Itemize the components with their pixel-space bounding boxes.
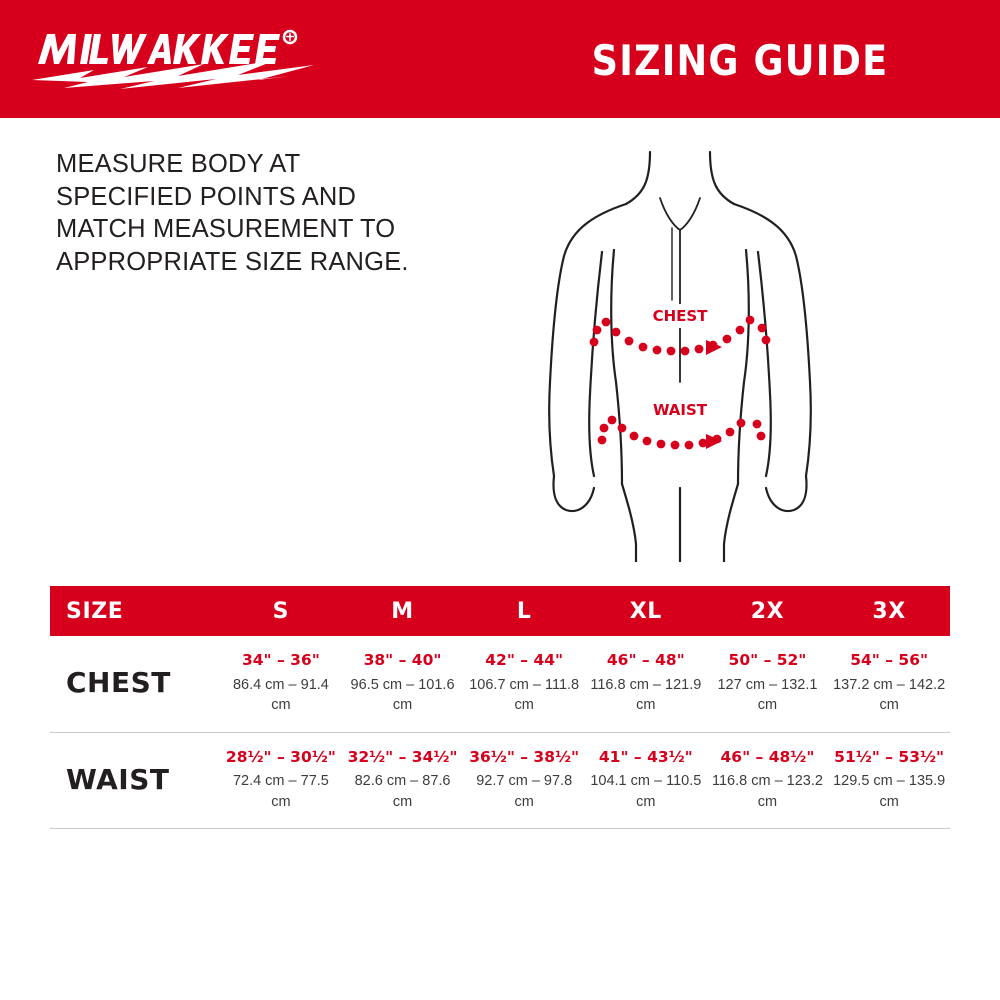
value-inches: 34" – 36" — [241, 651, 320, 669]
value-centimeters: 127 cm – 132.1 cm — [717, 676, 818, 714]
value-inches: 54" – 56" — [850, 651, 929, 669]
page-header — [0, 0, 1000, 118]
table-header-row — [50, 586, 950, 636]
cell-chest-2x — [707, 636, 829, 732]
table-row — [50, 636, 950, 732]
table-row — [50, 732, 950, 829]
size-chart — [50, 586, 950, 829]
value-inches: 36½" – 38½" — [469, 747, 580, 766]
chest-label: CHEST — [652, 307, 708, 325]
torso-measurement-diagram — [510, 132, 850, 562]
cell-waist-2x — [707, 732, 829, 829]
cell-chest-l — [463, 636, 585, 732]
cell-waist-l — [463, 732, 585, 829]
value-inches: 41" – 43½" — [598, 747, 693, 766]
waist-label: WAIST — [652, 401, 708, 419]
value-inches: 28½" – 30½" — [225, 747, 336, 766]
value-centimeters: 96.5 cm – 101.6 cm — [350, 676, 455, 714]
column-header-m: M — [342, 586, 464, 636]
intro-text: MEASURE BODY AT SPECIFIED POINTS AND MATCH MEASUREMENT TO APPROPRIATE SIZE RANGE. — [56, 150, 409, 276]
column-header-2x: 2X — [707, 586, 829, 636]
value-inches: 42" – 44" — [485, 651, 564, 669]
cell-waist-m — [342, 732, 464, 829]
table-head — [50, 586, 950, 636]
column-header-l: L — [463, 586, 585, 636]
value-inches: 51½" – 53½" — [834, 747, 945, 766]
milwaukee-lightning-logo — [28, 26, 318, 92]
row-label-chest: CHEST — [50, 636, 220, 732]
value-inches: 38" – 40" — [363, 651, 442, 669]
value-inches: 46" – 48" — [606, 651, 685, 669]
value-centimeters: 137.2 cm – 142.2 cm — [833, 676, 946, 714]
column-header-xl: XL — [585, 586, 707, 636]
size-table — [50, 586, 950, 829]
value-inches: 32½" – 34½" — [347, 747, 458, 766]
cell-chest-m — [342, 636, 464, 732]
column-header-3x: 3X — [828, 586, 950, 636]
value-centimeters: 104.1 cm – 110.5 cm — [590, 773, 702, 810]
cell-chest-3x — [828, 636, 950, 732]
cell-waist-3x — [828, 732, 950, 829]
waist-band — [598, 398, 766, 449]
value-centimeters: 106.7 cm – 111.8 cm — [469, 676, 580, 714]
cell-chest-s — [220, 636, 342, 732]
cell-waist-s — [220, 732, 342, 829]
value-centimeters: 86.4 cm – 91.4 cm — [232, 676, 329, 714]
column-header-size: SIZE — [50, 586, 220, 636]
value-centimeters: 129.5 cm – 135.9 cm — [833, 773, 946, 810]
table-body — [50, 636, 950, 829]
row-label-waist: WAIST — [50, 732, 220, 829]
cell-chest-xl — [585, 636, 707, 732]
value-centimeters: 92.7 cm – 97.8 cm — [476, 773, 573, 810]
value-centimeters: 116.8 cm – 121.9 cm — [590, 676, 702, 714]
column-header-s: S — [220, 586, 342, 636]
page-title: SIZING GUIDE — [591, 36, 889, 85]
cell-waist-xl — [585, 732, 707, 829]
value-inches: 46" – 48½" — [720, 747, 815, 766]
value-centimeters: 116.8 cm – 123.2 cm — [711, 773, 823, 810]
value-centimeters: 72.4 cm – 77.5 cm — [232, 773, 329, 810]
value-centimeters: 82.6 cm – 87.6 cm — [354, 773, 451, 810]
value-inches: 50" – 52" — [728, 651, 807, 669]
